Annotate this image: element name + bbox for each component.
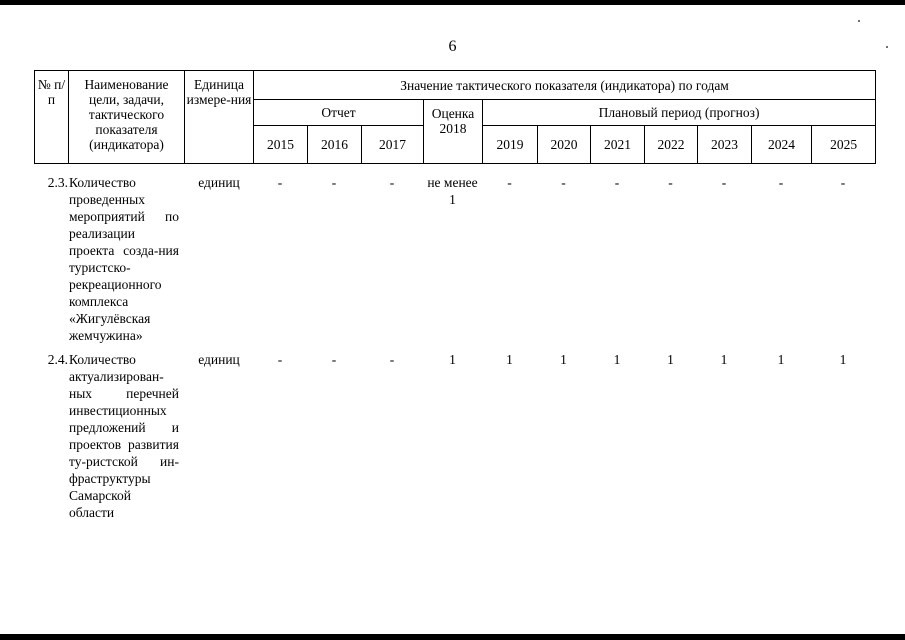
row-value: - [389,175,395,190]
header-year: 2024 [752,126,812,164]
row-unit: единиц [198,175,240,190]
header-num: № п/п [35,71,69,164]
table-row [34,351,875,541]
row-value: - [507,175,512,190]
page-number: 6 [448,38,457,55]
row-value: не менее 1 [427,175,478,207]
row-number: 2.3. [47,175,68,190]
row-value: 1 [449,352,456,367]
row-name: Количество актуализирован-ных перечней инвестиционных предложений и проектов развития ту-ристской ин-фраструктуры Самарской области [69,352,179,520]
row-number: 2.4. [47,352,68,367]
indicator-table-header [34,70,876,164]
header-year: 2023 [698,126,752,164]
row-value: 1 [613,352,621,367]
row-value: 1 [777,352,785,367]
header-report: Отчет [254,100,424,126]
row-value: - [840,175,846,190]
table-row [34,174,875,344]
row-value: 1 [560,352,567,367]
row-value: - [277,352,283,367]
header-planned-period: Плановый период (прогноз) [483,100,876,126]
header-year: 2019 [483,126,538,164]
header-name: Наименование цели, задачи, тактического показателя (индикатора) [69,71,185,164]
row-name: Количество проведенных мероприятий по реализации проекта созда-ния туристско-рекреационного комплекса «Жигулёвская жемчужина» [69,175,179,343]
scan-bottom-edge [0,634,905,640]
row-value: 1 [839,352,847,367]
row-value: - [389,352,395,367]
row-unit: единиц [198,352,240,367]
header-year: 2022 [645,126,698,164]
header-estimate-2018: Оценка 2018 [424,100,483,164]
header-year: 2021 [591,126,645,164]
row-value: - [778,175,784,190]
scan-speck [858,20,860,22]
row-value: - [331,175,337,190]
row-value: - [561,175,566,190]
header-year: 2015 [254,126,308,164]
header-unit: Единица измере-ния [185,71,254,164]
row-value: - [614,175,620,190]
row-value: - [721,175,727,190]
row-value: 1 [667,352,674,367]
header-year: 2016 [308,126,362,164]
header-year: 2017 [362,126,424,164]
header-values-by-year: Значение тактического показателя (индикатора) по годам [254,71,876,100]
row-value: 1 [506,352,513,367]
row-value: - [331,352,337,367]
row-value: 1 [720,352,728,367]
row-value: - [277,175,283,190]
header-year: 2025 [812,126,876,164]
header-year: 2020 [538,126,591,164]
row-value: - [668,175,673,190]
scan-top-edge [0,0,905,5]
